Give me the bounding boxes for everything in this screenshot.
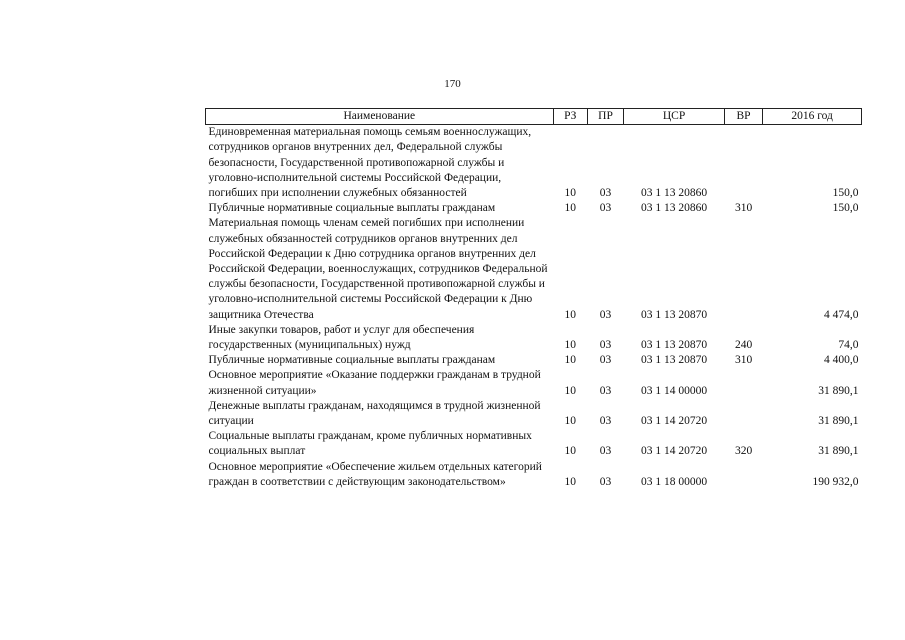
header-sum: 2016 год xyxy=(763,109,862,125)
table-row xyxy=(206,429,862,459)
table-row xyxy=(206,399,862,429)
header-pr: ПР xyxy=(587,109,623,125)
row-vr: 320 xyxy=(734,445,753,458)
row-name: Единовременная материальная помощь семьям военнослужащих, сотрудников органов внутренних дел, Федеральной службы безопасности, Государственной противопожарной службы и уголовно-исполнительной системы Российской Федерации, погибших при исполнении служебных обязанностей xyxy=(208,126,532,200)
row-vr: 310 xyxy=(734,354,753,367)
table-row xyxy=(206,460,862,490)
row-pr: 03 xyxy=(599,384,612,397)
row-csr: 03 1 13 20870 xyxy=(640,354,708,367)
budget-table xyxy=(205,108,862,490)
row-vr xyxy=(724,216,762,322)
row-vr xyxy=(724,399,762,429)
row-name: Публичные нормативные социальные выплаты гражданам xyxy=(208,354,496,367)
row-csr: 03 1 14 20720 xyxy=(640,415,708,428)
header-name: Наименование xyxy=(206,109,554,125)
row-sum: 31 890,1 xyxy=(818,384,859,397)
table-row xyxy=(206,201,862,216)
row-rz: 10 xyxy=(564,384,577,397)
row-csr: 03 1 13 20870 xyxy=(640,339,708,352)
row-csr: 03 1 13 20860 xyxy=(640,187,708,200)
row-pr: 03 xyxy=(599,202,612,215)
row-sum: 4 474,0 xyxy=(824,308,859,321)
row-vr xyxy=(724,460,762,490)
row-csr: 03 1 14 00000 xyxy=(640,384,708,397)
table-row xyxy=(206,216,862,322)
row-vr: 240 xyxy=(734,339,753,352)
table-row xyxy=(206,125,862,202)
header-vr: ВР xyxy=(724,109,762,125)
row-pr: 03 xyxy=(599,187,612,200)
row-sum: 4 400,0 xyxy=(824,354,859,367)
row-sum: 31 890,1 xyxy=(818,415,859,428)
row-name: Основное мероприятие «Обеспечение жильем отдельных категорий граждан в соответствии с действующим законодательством» xyxy=(208,460,542,488)
row-pr: 03 xyxy=(599,308,612,321)
table-header-row xyxy=(206,109,862,125)
table-row xyxy=(206,323,862,353)
row-name: Иные закупки товаров, работ и услуг для обеспечения государственных (муниципальных) нужд xyxy=(208,323,475,352)
row-vr: 310 xyxy=(734,202,753,215)
row-rz: 10 xyxy=(564,187,577,200)
row-sum: 190 932,0 xyxy=(812,475,859,488)
header-rz: РЗ xyxy=(553,109,587,125)
row-name: Материальная помощь членам семей погибших при исполнении служебных обязанностей сотрудников органов внутренних дел Российской Федерации к Дню сотрудника органов внутренних дел Российской Федерации, военнослужащих, сотрудников Федеральной службы безопасности, Государственной противопожарной службы и уголовно-исполнительной системы Российской Федерации к Дню защитника Отечества xyxy=(208,217,548,321)
row-sum: 150,0 xyxy=(832,202,859,215)
row-rz: 10 xyxy=(564,339,577,352)
row-csr: 03 1 13 20870 xyxy=(640,308,708,321)
row-name: Публичные нормативные социальные выплаты гражданам xyxy=(208,202,496,215)
row-vr xyxy=(724,368,762,398)
row-name: Основное мероприятие «Оказание поддержки гражданам в трудной жизненной ситуации» xyxy=(208,369,541,397)
row-pr: 03 xyxy=(599,354,612,367)
row-csr: 03 1 18 00000 xyxy=(640,475,708,488)
row-sum: 31 890,1 xyxy=(818,445,859,458)
row-pr: 03 xyxy=(599,475,612,488)
row-pr: 03 xyxy=(599,445,612,458)
row-rz: 10 xyxy=(564,415,577,428)
table-row xyxy=(206,353,862,368)
page-number: 170 xyxy=(444,78,461,90)
row-rz: 10 xyxy=(564,445,577,458)
table-row xyxy=(206,368,862,398)
row-rz: 10 xyxy=(564,308,577,321)
row-pr: 03 xyxy=(599,415,612,428)
row-rz: 10 xyxy=(564,354,577,367)
row-csr: 03 1 13 20860 xyxy=(640,202,708,215)
row-pr: 03 xyxy=(599,339,612,352)
row-sum: 150,0 xyxy=(832,187,859,200)
row-sum: 74,0 xyxy=(838,339,859,352)
row-rz: 10 xyxy=(564,202,577,215)
row-csr: 03 1 14 20720 xyxy=(640,445,708,458)
row-rz: 10 xyxy=(564,475,577,488)
header-csr: ЦСР xyxy=(624,109,725,125)
row-name: Социальные выплаты гражданам, кроме публичных нормативных социальных выплат xyxy=(208,430,532,458)
row-name: Денежные выплаты гражданам, находящимся в трудной жизненной ситуации xyxy=(208,399,541,428)
row-vr xyxy=(724,125,762,202)
